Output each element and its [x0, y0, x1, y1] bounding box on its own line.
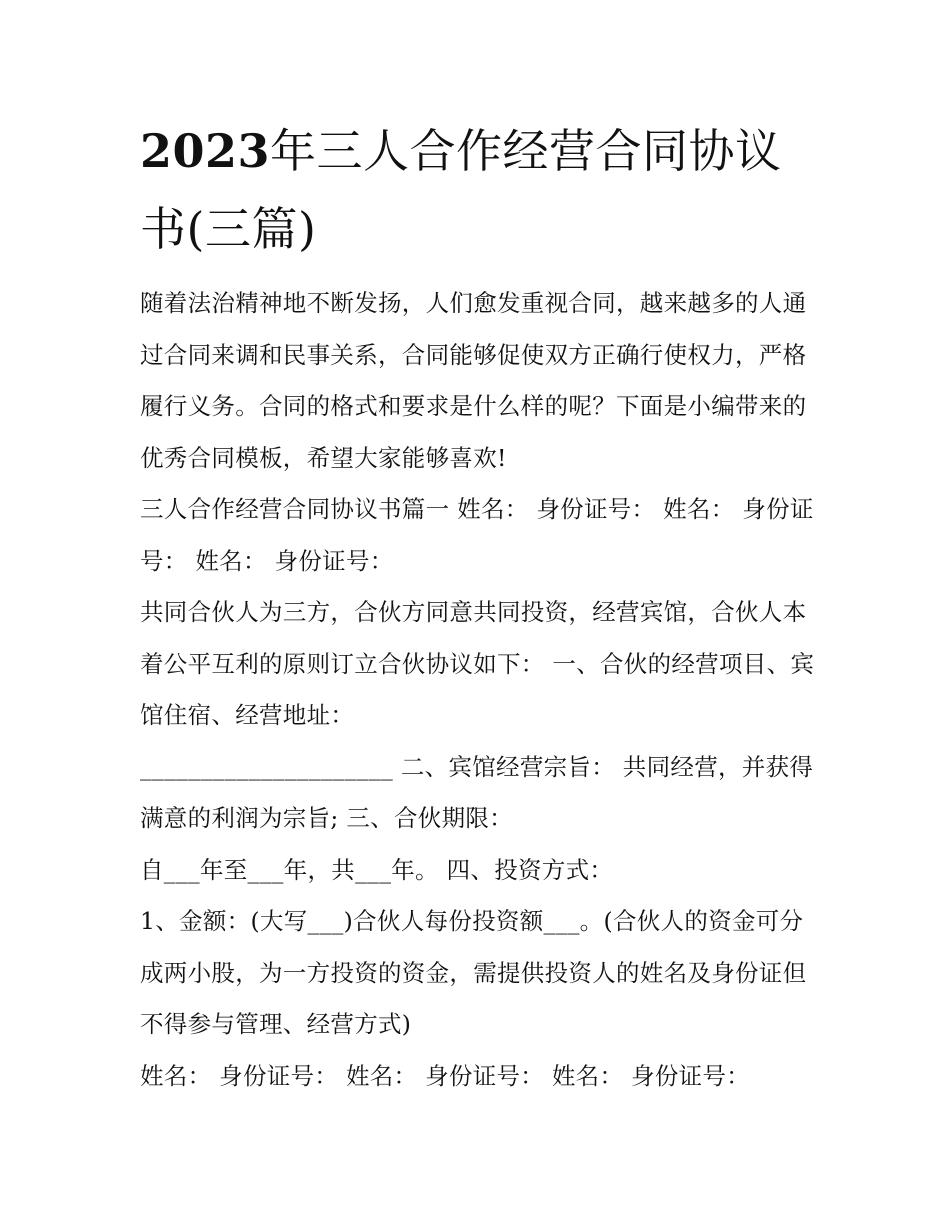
signatories-paragraph: 姓名： 身份证号： 姓名： 身份证号： 姓名： 身份证号：: [140, 1061, 751, 1090]
document-title: [140, 112, 820, 268]
title-text: 年三人合作经营合同协议书(三篇): [140, 124, 782, 256]
term-paragraph: 自___年至___年，共___年。 四、投资方式：: [140, 855, 614, 884]
section-heading-paragraph: 三人合作经营合同协议书篇一 姓名： 身份证号： 姓名： 身份证号： 姓名： 身份证号：: [140, 495, 814, 575]
intro-paragraph: 随着法治精神地不断发扬，人们愈发重视合同，越来越多的人通过合同来调和民事关系，合同能够促使双方正确行使权力，严格履行义务。合同的格式和要求是什么样的呢？下面是小编带来的优秀合同模板，希望大家能够喜欢!: [140, 289, 807, 472]
purpose-paragraph: _____________________ 二、宾馆经营宗旨： 共同经营，并获得满意的利润为宗旨; 三、合伙期限：: [140, 752, 814, 832]
document-body: [140, 278, 820, 1102]
partners-paragraph: 共同合伙人为三方，合伙方同意共同投资，经营宾馆，合伙人本着公平互利的原则订立合伙协议如下： 一、合伙的经营项目、宾馆住宿、经营地址：: [140, 598, 815, 729]
investment-paragraph: 1、金额：(大写___)合伙人每份投资额___。(合伙人的资金可分成两小股，为一方投资的资金，需提供投资人的姓名及身份证但不得参与管理、经营方式): [140, 907, 807, 1038]
title-year: 2023: [140, 124, 271, 178]
